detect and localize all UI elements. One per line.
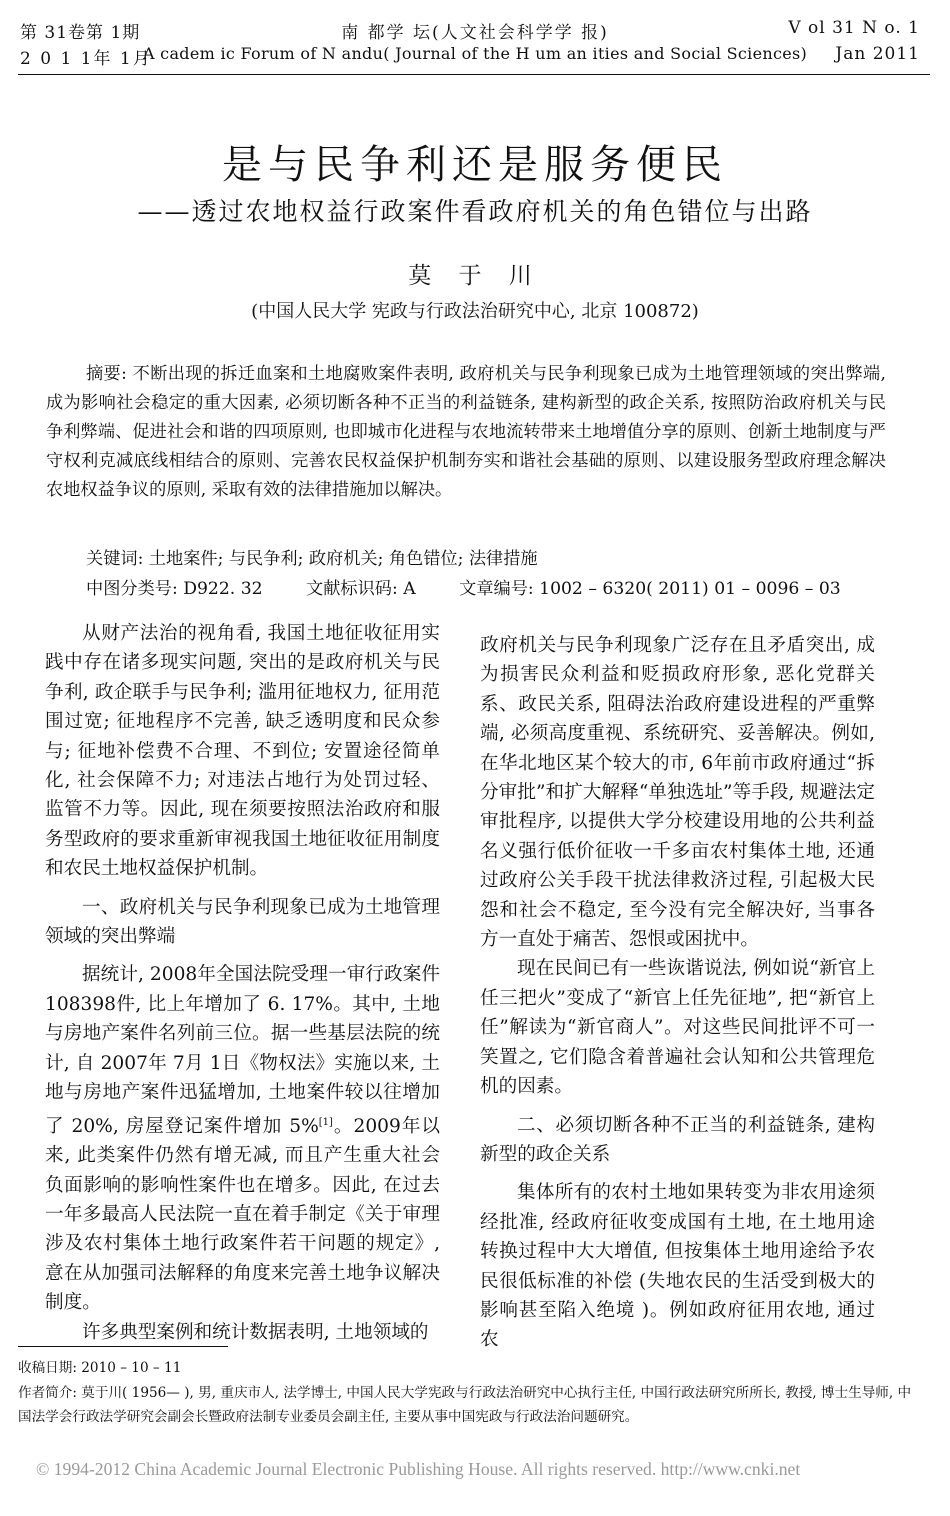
keywords: 关键词: 土地案件; 与民争利; 政府机关; 角色错位; 法律措施 [86,549,538,569]
issue-date-cn: 2 0 1 1年 1月 [20,49,152,69]
body-column-right [480,631,875,1355]
journal-name-en: A cadem ic Forum of N andu( Journal of the H um an ities and Social Sciences) [142,44,808,63]
section-heading-2: 二、必须切断各种不正当的利益链条, 建构新型的政企关系 [480,1114,875,1165]
article-title: 是与民争利还是服务便民 [222,142,728,188]
copyright-notice: © 1994-2012 China Academic Journal Electronic Publishing House. All rights reserved. http://www.cnki.net [36,1459,801,1479]
volume-issue-cn: 第 31卷第 1期 [20,23,141,43]
paragraph-text: 。2009年以来, 此类案件仍然有增无减, 而且产生重大社会负面影响的影响性案件也在增多。因此, 在过去一年多最高人民法院一直在着手制定《关于审理涉及农村集体土地行政案件若干问题的规定》, 意在从加强司法解释的角度来完善土地争议解决制度。 [45,1115,440,1314]
received-date: 收稿日期: 2010 – 10 – 11 [18,1360,182,1376]
document-code: 文献标识码: A [306,579,416,599]
paragraph: 许多典型案例和统计数据表明, 土地领域的 [82,1321,429,1343]
paragraph: 政府机关与民争利现象广泛存在且矛盾突出, 成为损害民众利益和贬损政府形象, 恶化党群关系、政民关系, 阻碍法治政府建设进程的严重弊端, 必须高度重视、系统研究、妥善解决。例如, 在华北地区某个较大的市, 6年前市政府通过“拆分审批”和扩大解释“单独选址”等手段, 规避法定审批程序, 以提供大学分校建设用地的公共利益名义强行低价征收一千多亩农村集体土地, 还通过政府公关手段干扰法律救济过程, 引起极大民怨和社会不稳定, 至今没有完全解决好, 当事各方一直处于痛苦、怨恨或困扰中。 [480,635,875,951]
journal-name-cn: 南 都学 坛(人文社会科学学 报) [341,23,609,43]
paragraph: 现在民间已有一些诙谐说法, 例如说“新官上任三把火”变成了“新官上任先征地”, 把“新官上任”解读为“新官商人”。对这些民间批评不可一笑置之, 它们隐含着普遍社会认知和公共管理危机的因素。 [480,958,875,1098]
paragraph: 集体所有的农村土地如果转变为非农用途须经批准, 经政府征收变成国有土地, 在土地用途转换过程中大大增值, 但按集体土地用途给予农民很低标准的补偿 (失地农民的生活受到极大的影响甚至陷入绝境 )。例如政府征用农地, 通过农 [480,1182,875,1351]
clc-number: 中图分类号: D922. 32 [86,579,263,599]
section-heading-1: 一、政府机关与民争利现象已成为土地管理领域的突出弊端 [45,896,440,948]
footnote-rule [18,1346,228,1347]
paragraph-text: 据统计, 2008年全国法院受理一审行政案件 108398件, 比上年增加了 6. 17%。其中, 土地与房地产案件名列前三位。据一些基层法院的统计, 自 2007年 7月 1日《物权法》实施以来, 土地与房地产案件迅猛增加, 土地案件较以往增加了 20%, 房屋登记案件增加 5% [45,964,440,1137]
classification-line [86,574,879,599]
issue-date-en: Jan 2011 [835,44,920,64]
header-rule [18,74,930,75]
citation-ref: [1] [318,1116,333,1128]
author-bio: 作者简介: 莫于川( 1956— ), 男, 重庆市人, 法学博士, 中国人民大学宪政与行政法治研究中心执行主任, 中国行政法研究所所长, 教授, 博士生导师, 中国法学会行政法学研究会副会长暨政府法制专业委员会副主任, 主要从事中国宪政与行政法治问题研究。 [18,1385,912,1426]
volume-issue-en: V ol 31 N o. 1 [788,18,920,38]
author-name: 莫 于 川 [408,263,542,289]
abstract: 摘要: 不断出现的拆迁血案和土地腐败案件表明, 政府机关与民争利现象已成为土地管理领域的突出弊端, 成为影响社会稳定的重大因素, 必须切断各种不正当的利益链条, 建构新型的政企关系, 按照防治政府机关与民争利弊端、促进社会和谐的四项原则, 也即城市化进程与农地流转带来土地增值分享的原则、创新土地制度与严守权利克减底线相结合的原则、完善农民权益保护机制夯实和谐社会基础的原则、以建设服务型政府理念解决农地权益争议的原则, 采取有效的法律措施加以解决。 [46,364,886,500]
paragraph: 从财产法治的视角看, 我国土地征收征用实践中存在诸多现实问题, 突出的是政府机关与民争利, 政企联手与民争利; 滥用征地权力, 征用范围过宽; 征地程序不完善, 缺乏透明度和民众参与; 征地补偿费不合理、不到位; 安置途径简单化, 社会保障不力; 对违法占地行为处罚过轻、监管不力等。因此, 现在须要按照法治政府和服务型政府的要求重新审视我国土地征收征用制度和农民土地权益保护机制。 [45,623,440,880]
author-affiliation: (中国人民大学 宪政与行政法治研究中心, 北京 100872) [251,301,699,322]
paragraph [45,960,440,1317]
body-column-left [45,619,440,1347]
article-subtitle: ——透过农地权益行政案件看政府机关的角色错位与出路 [137,197,813,226]
article-number: 文章编号: 1002 – 6320( 2011) 01 – 0096 – 03 [459,579,841,599]
